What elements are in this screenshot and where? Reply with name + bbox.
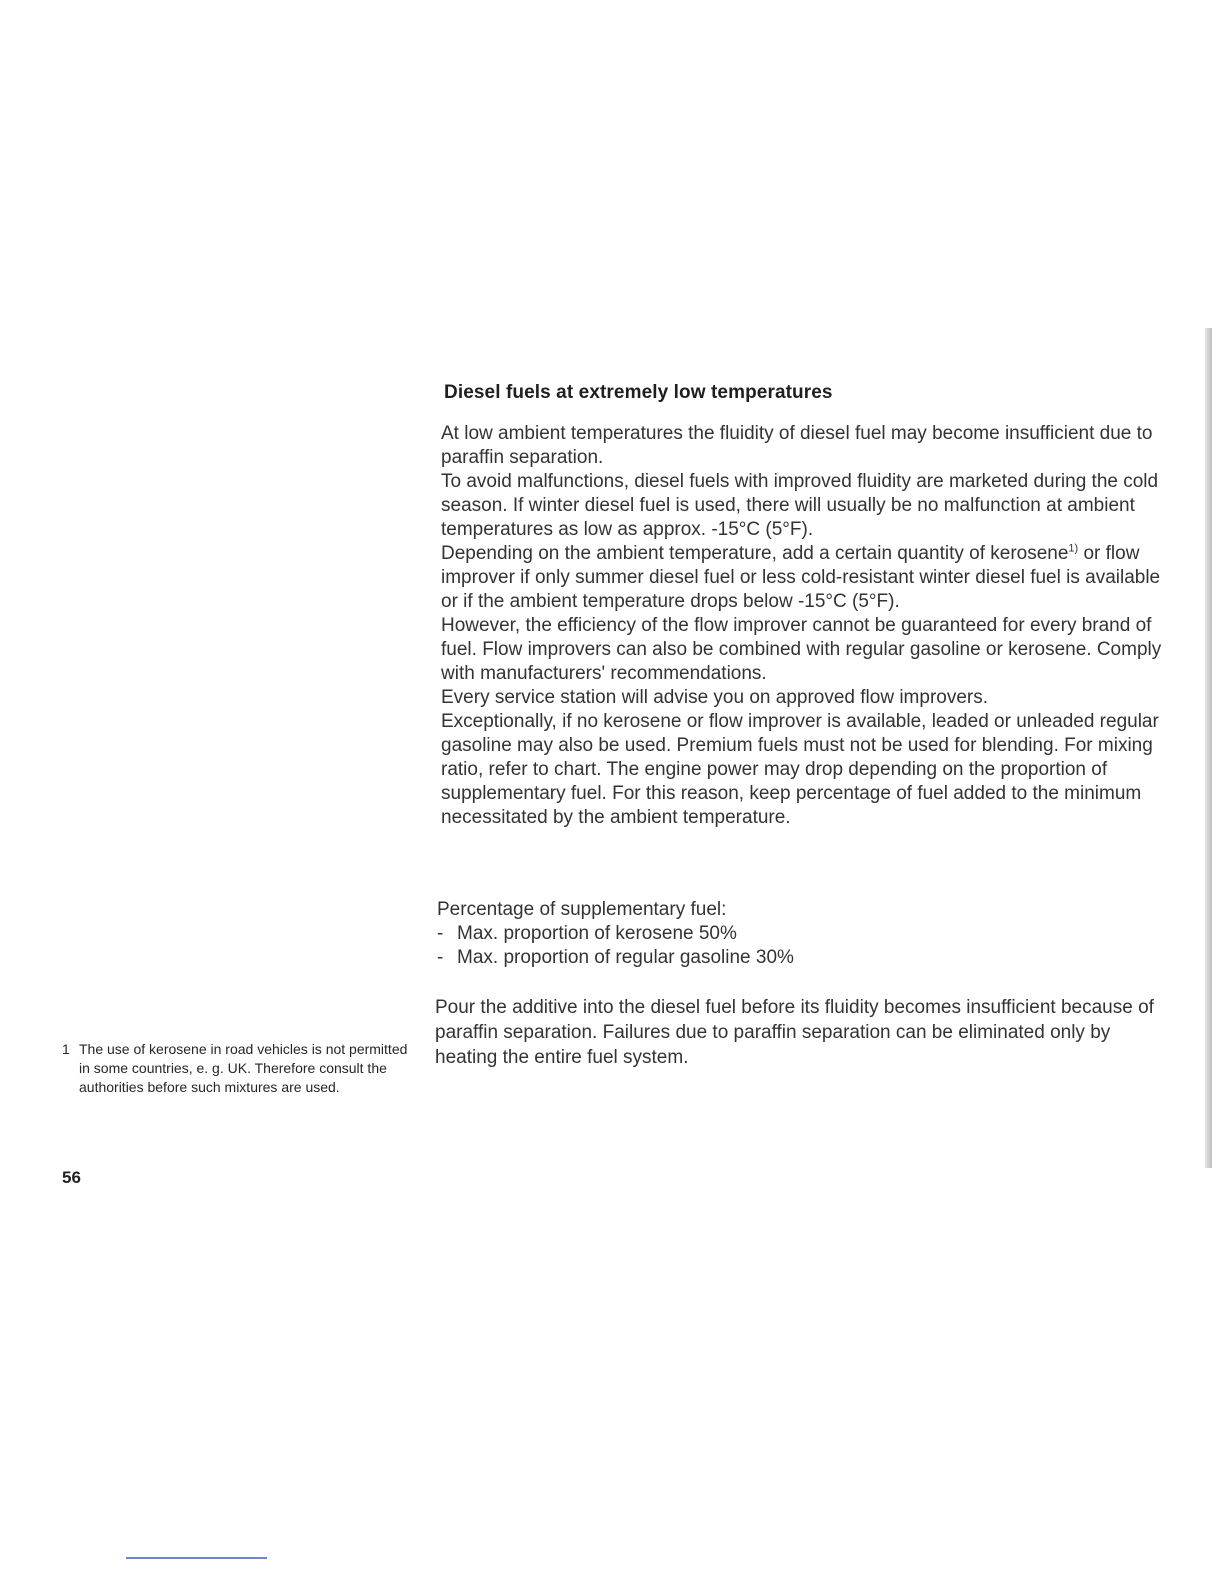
paragraph-6: Exceptionally, if no kerosene or flow improver is available, leaded or unleaded regular gasoline may also be used. Premium fuels must not be used for blending. For mixing ratio, refer to chart. The engine power may drop depending on the proportion of supplementary fuel. For this reason, keep percentage of fuel added to the minimum necessitated by the ambient temperature. [441,711,1159,828]
paragraph-3-start: Depending on the ambient temperature, add a certain quantity of kerosene [441,543,1069,564]
kerosene-proportion: Max. proportion of kerosene 50% [457,923,737,944]
footnote [62,1040,412,1097]
paragraph-3-end: or flow improver if only summer diesel fuel or less cold-resistant winter diesel fuel is available or if the ambient temperature drops below -15°C (5°F). [441,543,1161,612]
supplementary-heading: Percentage of supplementary fuel: [437,899,727,920]
footnote-text: The use of kerosene in road vehicles is not permitted in some countries, e. g. UK. Therefore consult the authorities before such mixtures are used. [79,1041,408,1095]
paragraph-5: Every service station will advise you on approved flow improvers. [441,687,989,708]
list-dash: - [437,923,444,944]
footnote-reference[interactable]: 1) [1068,542,1079,555]
paragraph-2: To avoid malfunctions, diesel fuels with improved fluidity are marketed during the cold season. If winter diesel fuel is used, there will usually be no malfunction at ambient temperatures as low as approx. -15°C (5°F). [441,471,1159,540]
supplementary-list [437,922,1037,970]
gasoline-proportion: Max. proportion of regular gasoline 30% [457,947,794,968]
list-dash: - [437,947,444,968]
list-item [437,922,1037,946]
list-item [437,946,1037,970]
closing-paragraph: Pour the additive into the diesel fuel before its fluidity becomes insufficient because of paraffin separation. Failures due to paraffin separation can be eliminated only by heating the entire fuel system. [435,997,1154,1068]
paragraph-3 [441,542,1173,614]
paragraph-1: At low ambient temperatures the fluidity of diesel fuel may become insufficient due to paraffin separation. [441,423,1153,468]
bottom-rule [126,1557,267,1559]
section-title: Diesel fuels at extremely low temperatures [444,382,833,403]
page-number: 56 [62,1168,81,1187]
supplementary-fuel-block [437,898,1037,970]
page-edge-shadow [1205,328,1212,1168]
body-text [441,422,1173,830]
footnote-number: 1 [62,1041,70,1057]
paragraph-4: However, the efficiency of the flow improver cannot be guaranteed for every brand of fuel. Flow improvers can also be combined with regular gasoline or kerosene. Comply with manufacturers' recommendations. [441,615,1162,684]
